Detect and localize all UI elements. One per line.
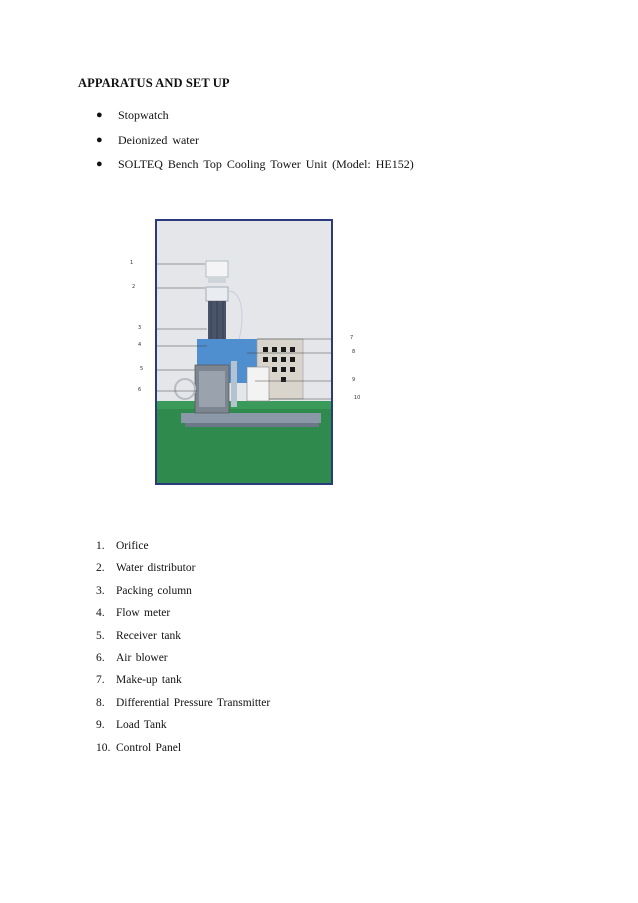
list-item (96, 630, 270, 652)
list-item (96, 742, 270, 764)
list-item (96, 540, 270, 562)
list-item (96, 562, 270, 584)
item-number: 8. (96, 696, 105, 709)
item-number: 9. (96, 719, 105, 732)
item-label: Flow meter (116, 607, 171, 620)
callout-4: 4 (138, 342, 142, 348)
item-label: Orifice (116, 540, 149, 552)
parts-list (96, 540, 270, 764)
apparatus-list (96, 108, 414, 182)
item-label: Water distributor (116, 562, 196, 575)
section-heading: APPARATUS AND SET UP (78, 76, 230, 90)
item-number: 10. (96, 741, 111, 754)
item-number: 7. (96, 674, 105, 687)
list-item (96, 133, 414, 158)
list-item (96, 652, 270, 674)
item-label: Deionized water (118, 132, 199, 147)
item-label: Differential Pressure Transmitter (116, 696, 271, 709)
callout-8: 8 (352, 349, 356, 355)
item-number: 1. (96, 540, 105, 552)
callout-10: 10 (354, 395, 361, 401)
callout-labels (120, 250, 380, 410)
item-label: Control Panel (116, 741, 182, 754)
callout-1: 1 (130, 260, 134, 266)
item-label: SOLTEQ Bench Top Cooling Tower Unit (Model: HE152) (118, 157, 414, 171)
item-label: Make-up tank (116, 674, 182, 687)
item-number: 2. (96, 562, 105, 575)
item-number: 6. (96, 651, 105, 664)
item-label: Load Tank (116, 719, 167, 732)
bullet-icon: ● (96, 109, 103, 121)
bullet-icon: ● (96, 158, 103, 170)
list-item (96, 719, 270, 741)
callout-2: 2 (132, 284, 136, 290)
list-item (96, 674, 270, 696)
list-item (96, 108, 414, 133)
callout-6: 6 (138, 387, 142, 393)
item-number: 4. (96, 607, 105, 620)
list-item (96, 607, 270, 629)
list-item (96, 157, 414, 182)
list-item (96, 585, 270, 607)
callout-7: 7 (350, 335, 354, 341)
callout-5: 5 (140, 366, 144, 372)
callout-3: 3 (138, 325, 142, 331)
item-label: Stopwatch (118, 108, 169, 122)
bullet-icon: ● (96, 133, 103, 146)
item-number: 5. (96, 629, 105, 642)
item-label: Receiver tank (116, 629, 182, 642)
item-number: 3. (96, 584, 105, 597)
item-label: Air blower (116, 651, 168, 664)
item-label: Packing column (116, 584, 192, 597)
list-item (96, 697, 270, 719)
callout-9: 9 (352, 377, 356, 383)
